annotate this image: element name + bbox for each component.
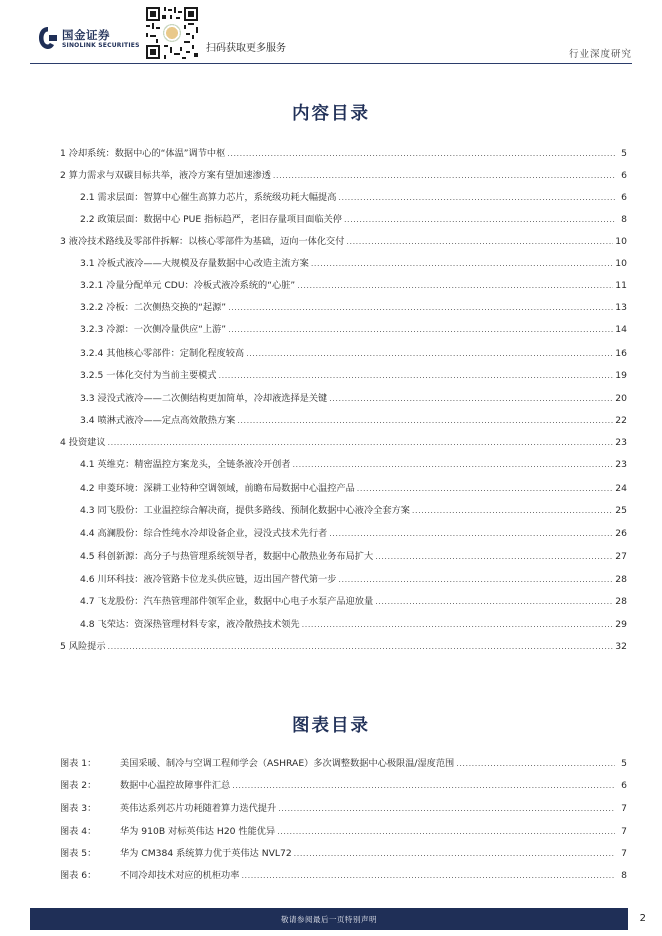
toc-entry-title: 3.2.4 其他核心零部件：定制化程度较高 (80, 348, 245, 359)
toc-entry[interactable] (60, 233, 627, 247)
figure-entry[interactable] (60, 867, 627, 881)
dot-leader (228, 325, 613, 334)
toc-entry-page: 26 (615, 528, 627, 539)
toc-entry-title: 4.4 高澜股份：综合性纯水冷却设备企业，浸没式技术先行者 (80, 528, 328, 539)
toc-entry-title: 3.1 冷板式液冷——大规模及存量数据中心改造主流方案 (80, 258, 309, 269)
toc-entry[interactable] (60, 145, 627, 159)
toc-entry-page: 27 (615, 551, 627, 562)
toc-entry-page: 14 (615, 324, 627, 335)
toc-entry-title: 3.2.3 冷源：一次侧冷量供应“上游” (80, 324, 227, 335)
toc-entry[interactable] (80, 255, 627, 269)
toc-entry[interactable] (80, 593, 627, 607)
toc-entry-title: 3.2.2 冷板：二次侧热交换的“起源” (80, 302, 227, 313)
toc-entry-title: 3 液冷技术路线及零部件拆解：以核心零部件为基础，迈向一体化交付 (60, 236, 345, 247)
toc-entry-page: 6 (621, 192, 627, 203)
logo-chinese-name: 国金证券 (62, 28, 110, 42)
toc-entry-page: 20 (615, 393, 627, 404)
dot-leader (294, 849, 615, 858)
toc-entry-title: 4 投资建议 (60, 437, 106, 448)
page-header (0, 0, 662, 64)
toc-entry-page: 11 (615, 280, 627, 291)
toc-entry-page: 19 (615, 370, 627, 381)
figure-label: 图表 3： (60, 803, 97, 814)
figure-page: 7 (621, 803, 627, 814)
figure-entry[interactable] (60, 845, 627, 859)
toc-entry-title: 2.1 需求层面：智算中心催生高算力芯片，系统级功耗大幅提高 (80, 192, 337, 203)
toc-entry-title: 2.2 政策层面：数据中心 PUE 指标趋严，老旧存量项目面临关停 (80, 214, 342, 225)
dot-leader (375, 552, 613, 561)
toc-entry[interactable] (80, 277, 627, 291)
dot-leader (338, 575, 613, 584)
dot-leader (228, 303, 613, 312)
figure-entry[interactable] (60, 800, 627, 814)
toc-entry-page: 25 (615, 505, 627, 516)
logo-english-name: SINOLINK SECURITIES (62, 42, 140, 49)
toc-entry-page: 32 (615, 641, 627, 652)
figure-entry[interactable] (60, 823, 627, 837)
figure-page: 7 (621, 826, 627, 837)
dot-leader (277, 827, 615, 836)
figure-label: 图表 2： (60, 780, 97, 791)
figure-entry[interactable] (60, 777, 627, 791)
dot-leader (278, 804, 615, 813)
dot-leader (108, 642, 614, 651)
toc-entry-page: 28 (615, 596, 627, 607)
toc-entry[interactable] (80, 616, 627, 630)
dot-leader (108, 438, 614, 447)
figure-title: 华为 910B 对标英伟达 H20 性能优异 (120, 826, 276, 837)
figure-title: 英伟达系列芯片功耗随着算力迭代提升 (120, 803, 277, 814)
toc-entry-page: 28 (615, 574, 627, 585)
dot-leader (237, 416, 613, 425)
toc-entry[interactable] (60, 638, 627, 652)
toc-entry-title: 3.2.1 冷量分配单元 CDU：冷板式液冷系统的“心脏” (80, 280, 296, 291)
dot-leader (357, 484, 614, 493)
toc-entry-page: 29 (615, 619, 627, 630)
figure-title: 不同冷却技术对应的机柜功率 (120, 870, 240, 881)
toc-entry-title: 3.3 浸没式液冷——二次侧结构更加简单，冷却液选择是关键 (80, 393, 328, 404)
toc-entry[interactable] (60, 434, 627, 448)
figure-title: 华为 CM384 系统算力优于英伟达 NVL72 (120, 848, 292, 859)
toc-entry-page: 23 (615, 437, 627, 448)
toc-entry-page: 16 (615, 348, 627, 359)
toc-entry-page: 23 (615, 459, 627, 470)
toc-entry[interactable] (80, 456, 627, 470)
dot-leader (338, 193, 615, 202)
toc-entry-title: 1 冷却系统：数据中心的“体温”调节中枢 (60, 148, 226, 159)
dot-leader (241, 871, 615, 880)
toc-entry[interactable] (60, 167, 627, 181)
toc-entry-page: 13 (615, 302, 627, 313)
dot-leader (219, 371, 614, 380)
report-type-label: 行业深度研究 (568, 49, 632, 60)
toc-entry-title: 3.4 喷淋式液冷——定点高效散热方案 (80, 415, 236, 426)
toc-entry[interactable] (80, 390, 627, 404)
dot-leader (456, 759, 615, 768)
dot-leader (375, 597, 613, 606)
toc-entry[interactable] (80, 321, 627, 335)
toc-entry[interactable] (80, 480, 627, 494)
dot-leader (227, 149, 615, 158)
dot-leader (329, 394, 613, 403)
toc-entry[interactable] (80, 299, 627, 313)
figure-list-title: 图表目录 (292, 716, 370, 736)
footer-bar (30, 908, 628, 930)
toc-entry[interactable] (80, 211, 627, 225)
header-divider (30, 63, 632, 64)
toc-entry[interactable] (80, 525, 627, 539)
toc-entry[interactable] (80, 189, 627, 203)
dot-leader (273, 171, 615, 180)
toc-entry-page: 24 (615, 483, 627, 494)
dot-leader (246, 349, 613, 358)
toc-entry[interactable] (80, 502, 627, 516)
toc-entry-title: 2 算力需求与双碳目标共举，液冷方案有望加速渗透 (60, 170, 271, 181)
toc-title: 内容目录 (292, 104, 370, 124)
footer-disclaimer: 敬请参阅最后一页特别声明 (281, 915, 377, 924)
toc-entry-page: 5 (621, 148, 627, 159)
toc-entry-title: 4.8 飞荣达：资深热管理材料专家，液冷散热技术领先 (80, 619, 300, 630)
figure-label: 图表 5： (60, 848, 97, 859)
toc-entry-page: 22 (615, 415, 627, 426)
figure-entry[interactable] (60, 755, 627, 769)
figure-page: 7 (621, 848, 627, 859)
dot-leader (292, 460, 613, 469)
dot-leader (344, 215, 615, 224)
dot-leader (346, 237, 613, 246)
dot-leader (311, 259, 613, 268)
sinolink-logo-icon (38, 26, 58, 50)
toc-entry[interactable] (80, 548, 627, 562)
toc-entry-title: 5 风险提示 (60, 641, 106, 652)
toc-entry-page: 6 (621, 170, 627, 181)
figure-page: 6 (621, 780, 627, 791)
toc-entry-title: 4.2 申菱环境：深耕工业特种空调领域，前瞻布局数据中心温控产品 (80, 483, 355, 494)
qr-caption: 扫码获取更多服务 (206, 43, 286, 54)
figure-page: 5 (621, 758, 627, 769)
toc-entry[interactable] (80, 367, 627, 381)
figure-label: 图表 1： (60, 758, 97, 769)
dot-leader (232, 781, 615, 790)
toc-entry-title: 4.1 英维克：精密温控方案龙头，全链条液冷开创者 (80, 459, 291, 470)
toc-entry-page: 10 (615, 236, 627, 247)
toc-entry-title: 3.2.5 一体化交付为当前主要模式 (80, 370, 217, 381)
figure-title: 数据中心温控故障事件汇总 (120, 780, 231, 791)
toc-entry-title: 4.7 飞龙股份：汽车热管理部件领军企业，数据中心电子水泵产品迎放量 (80, 596, 374, 607)
toc-entry-page: 10 (615, 258, 627, 269)
figure-label: 图表 6： (60, 870, 97, 881)
toc-entry-page: 8 (621, 214, 627, 225)
dot-leader (329, 529, 613, 538)
toc-entry[interactable] (80, 571, 627, 585)
figure-label: 图表 4： (60, 826, 97, 837)
figure-title: 美国采暖、制冷与空调工程师学会（ASHRAE）多次调整数据中心极限温/湿度范围 (120, 758, 455, 769)
toc-entry[interactable] (80, 412, 627, 426)
toc-entry-title: 4.6 川环科技：液冷管路卡位龙头供应链，迈出国产替代第一步 (80, 574, 337, 585)
page-number: 2 (639, 913, 646, 924)
dot-leader (302, 620, 614, 629)
dot-leader (297, 281, 613, 290)
toc-entry-title: 4.3 同飞股份：工业温控综合解决商，提供多路线、预制化数据中心液冷全套方案 (80, 505, 410, 516)
toc-entry-title: 4.5 科创新源：高分子与热管理系统领导者，数据中心散热业务布局扩大 (80, 551, 374, 562)
dot-leader (412, 506, 613, 515)
figure-page: 8 (621, 870, 627, 881)
toc-entry[interactable] (80, 345, 627, 359)
qr-code-icon (144, 5, 200, 61)
